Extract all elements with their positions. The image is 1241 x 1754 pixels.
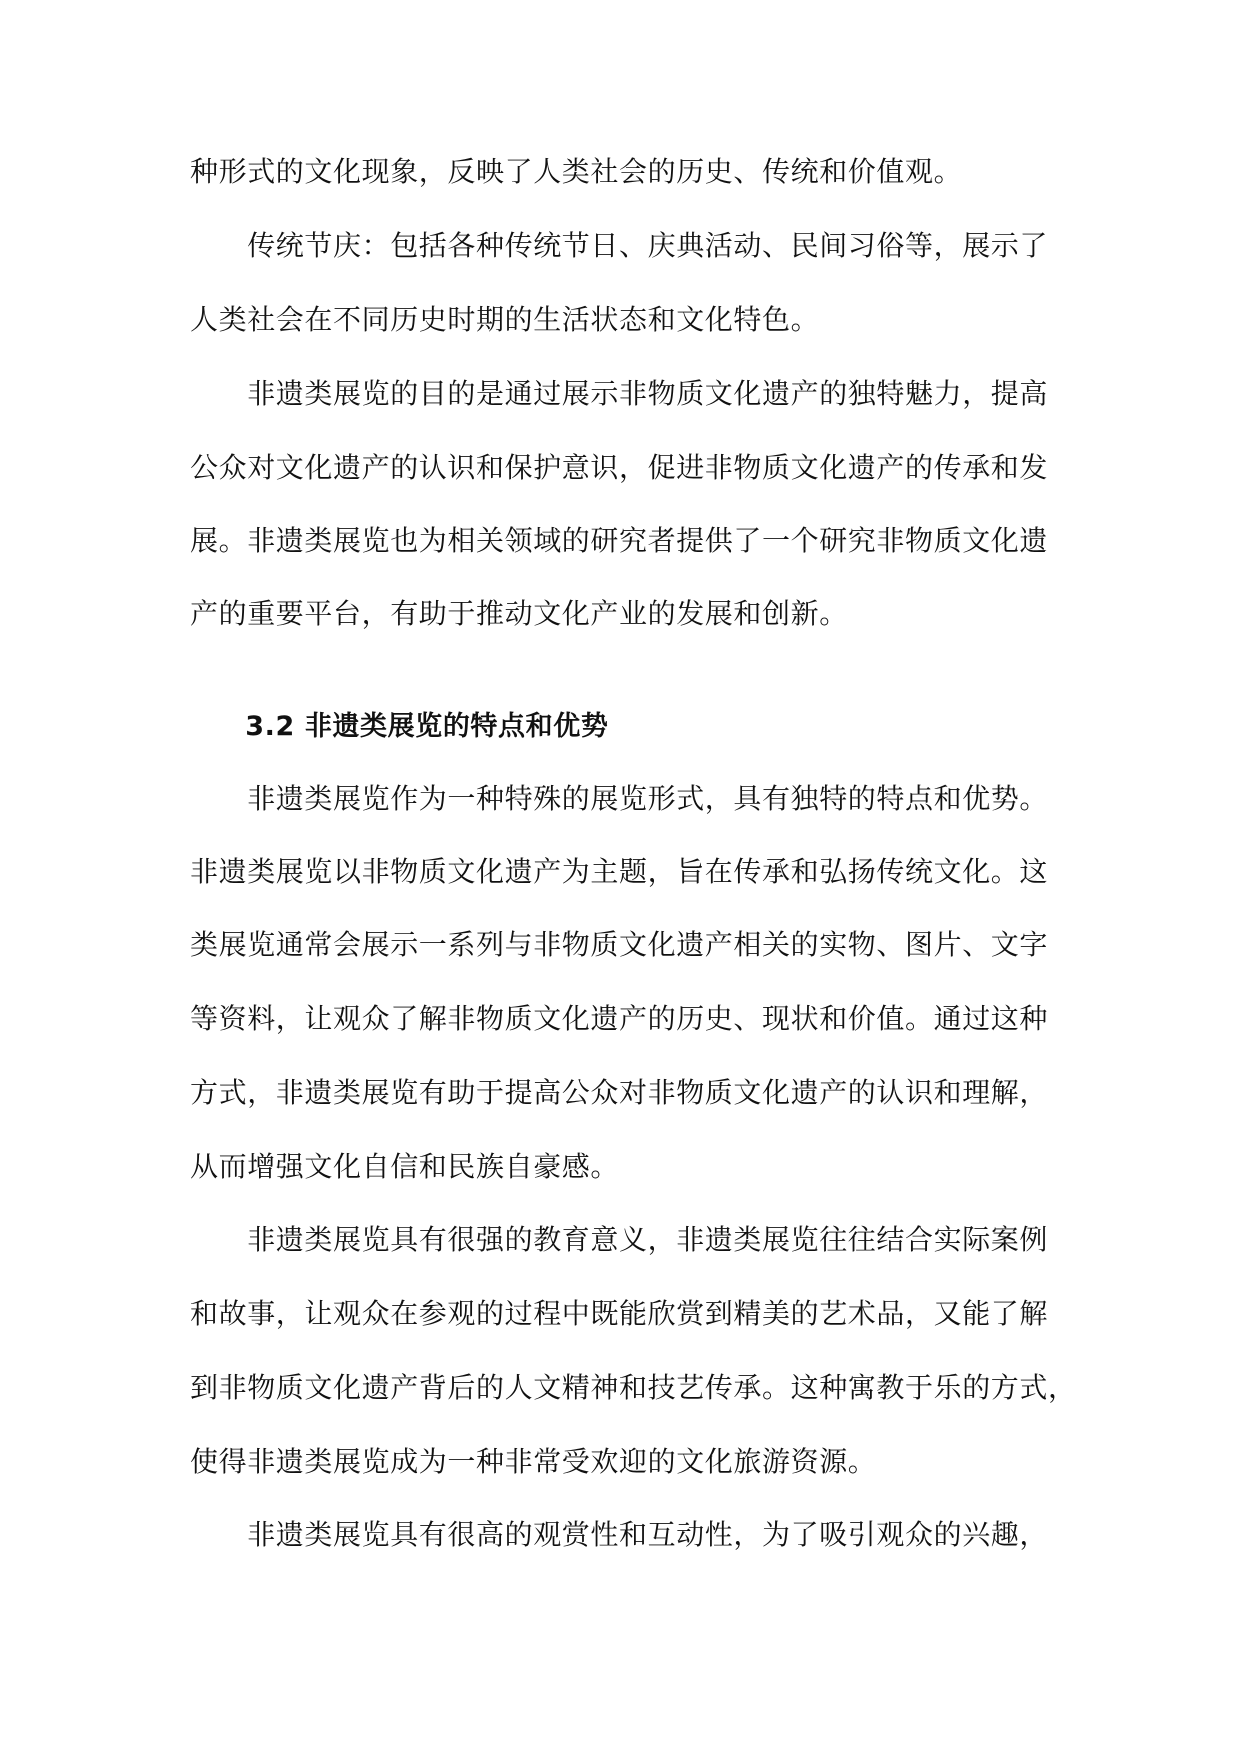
paragraph-line: 非遗类展览具有很高的观赏性和互动性，为了吸引观众的兴趣， bbox=[190, 1518, 1049, 1551]
paragraph-line: 到非物质文化遗产背后的人文精神和技艺传承。这种寓教于乐的方式， bbox=[190, 1371, 1077, 1404]
paragraph-line: 展。非遗类展览也为相关领域的研究者提供了一个研究非物质文化遗 bbox=[190, 524, 1049, 557]
paragraph-line: 非遗类展览的目的是通过展示非物质文化遗产的独特魅力，提高 bbox=[190, 377, 1049, 410]
paragraph-line: 等资料，让观众了解非物质文化遗产的历史、现状和价值。通过这种 bbox=[190, 1002, 1049, 1035]
paragraph-line: 和故事，让观众在参观的过程中既能欣赏到精美的艺术品，又能了解 bbox=[190, 1297, 1049, 1330]
paragraph-line: 非遗类展览作为一种特殊的展览形式，具有独特的特点和优势。 bbox=[190, 782, 1049, 815]
paragraph-line: 种形式的文化现象，反映了人类社会的历史、传统和价值观。 bbox=[190, 155, 963, 188]
paragraph-line: 类展览通常会展示一系列与非物质文化遗产相关的实物、图片、文字 bbox=[190, 928, 1049, 961]
paragraph-line: 传统节庆：包括各种传统节日、庆典活动、民间习俗等，展示了 bbox=[190, 229, 1049, 262]
paragraph-line: 非遗类展览具有很强的教育意义，非遗类展览往往结合实际案例 bbox=[190, 1223, 1049, 1256]
paragraph-line: 方式，非遗类展览有助于提高公众对非物质文化遗产的认识和理解， bbox=[190, 1076, 1049, 1109]
paragraph-line: 非遗类展览以非物质文化遗产为主题，旨在传承和弘扬传统文化。这 bbox=[190, 855, 1049, 888]
paragraph-line: 人类社会在不同历史时期的生活状态和文化特色。 bbox=[190, 303, 820, 336]
section-heading: 3.2 非遗类展览的特点和优势 bbox=[190, 711, 609, 742]
paragraph-line: 公众对文化遗产的认识和保护意识，促进非物质文化遗产的传承和发 bbox=[190, 451, 1049, 484]
paragraph-line: 从而增强文化自信和民族自豪感。 bbox=[190, 1150, 620, 1183]
paragraph-line: 产的重要平台，有助于推动文化产业的发展和创新。 bbox=[190, 597, 848, 630]
paragraph-line: 使得非遗类展览成为一种非常受欢迎的文化旅游资源。 bbox=[190, 1445, 877, 1478]
